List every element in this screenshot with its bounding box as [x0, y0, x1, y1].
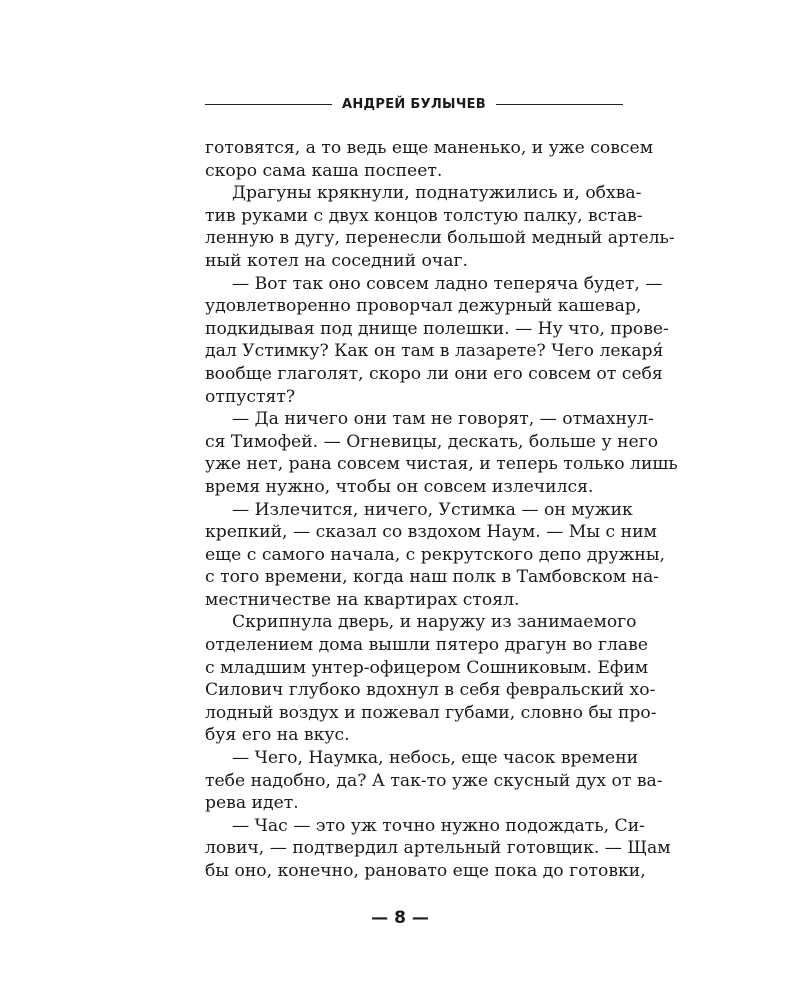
- text-line: — Вот так оно совсем ладно теперяча будет, —: [232, 273, 663, 294]
- text-line: Силович глубоко вдохнул в себя февральский хо-: [205, 680, 656, 701]
- text-line: — Чего, Наумка, небось, еще часок времени: [232, 748, 639, 769]
- text-line: буя его на вкус.: [205, 725, 350, 746]
- text-line: подкидывая под днище полешки. — Ну что, прове-: [205, 318, 669, 339]
- text-line: местничестве на квартирах стоял.: [205, 589, 520, 610]
- text-line: тив руками с двух концов толстую палку, встав-: [205, 205, 643, 226]
- text-line: скоро сама каша поспеет.: [205, 160, 443, 181]
- header-rule-right: [496, 104, 623, 105]
- text-line: время нужно, чтобы он совсем излечился.: [205, 476, 594, 497]
- text-line: ленную в дугу, перенесли большой медный артель-: [205, 228, 675, 249]
- author-name: АНДРЕЙ БУЛЫЧЕВ: [341, 96, 487, 112]
- text-line: — Час — это уж точно нужно подождать, Си-: [232, 815, 645, 836]
- text-line: готовятся, а то ведь еще маненько, и уже совсем: [205, 138, 654, 158]
- text-line: ся Тимофей. — Огневицы, дескать, больше у него: [205, 431, 659, 452]
- page-number: — 8 —: [371, 908, 429, 928]
- text-line: рева идет.: [205, 793, 299, 814]
- body-text: [205, 137, 678, 883]
- text-line: еще с самого начала, с рекрутского депо дружны,: [205, 544, 665, 565]
- text-line: отпустят?: [205, 386, 296, 407]
- text-line: ный котел на соседний очаг.: [205, 250, 468, 271]
- text-line: уже нет, рана совсем чистая, и теперь только лишь: [205, 454, 678, 475]
- text-line: крепкий, — сказал со вздохом Наум. — Мы с ним: [205, 522, 657, 543]
- text-line: удовлетворенно проворчал дежурный кашевар,: [205, 296, 642, 317]
- text-line: отделением дома вышли пятеро драгун во главе: [205, 635, 648, 656]
- text-line: лович, — подтвердил артельный готовщик. — Щам: [205, 838, 671, 859]
- text-line: — Излечится, ничего, Устимка — он мужик: [232, 499, 633, 520]
- text-line: тебе надобно, да? А так-то уже скусный дух от ва-: [205, 770, 663, 791]
- text-line: Скрипнула дверь, и наружу из занимаемого: [232, 612, 637, 633]
- running-header: [205, 93, 623, 115]
- text-line: с того времени, когда наш полк в Тамбовском на-: [205, 567, 660, 588]
- text-line: Драгуны крякнули, поднатужились и, обхва-: [232, 183, 642, 204]
- text-line: бы оно, конечно, рановато еще пока до готовки,: [205, 861, 646, 881]
- text-line: дал Устимку? Как он там в лазарете? Чего лекаря́: [205, 341, 664, 362]
- text-line: лодный воздух и пожевал губами, словно бы про-: [205, 702, 657, 723]
- header-rule-left: [205, 104, 332, 105]
- text-line: с младшим унтер-офицером Сошниковым. Ефим: [205, 657, 649, 678]
- text-line: — Да ничего они там не говорят, — отмахнул-: [232, 409, 654, 430]
- text-line: вообще глаголят, скоро ли они его совсем от себя: [205, 363, 663, 384]
